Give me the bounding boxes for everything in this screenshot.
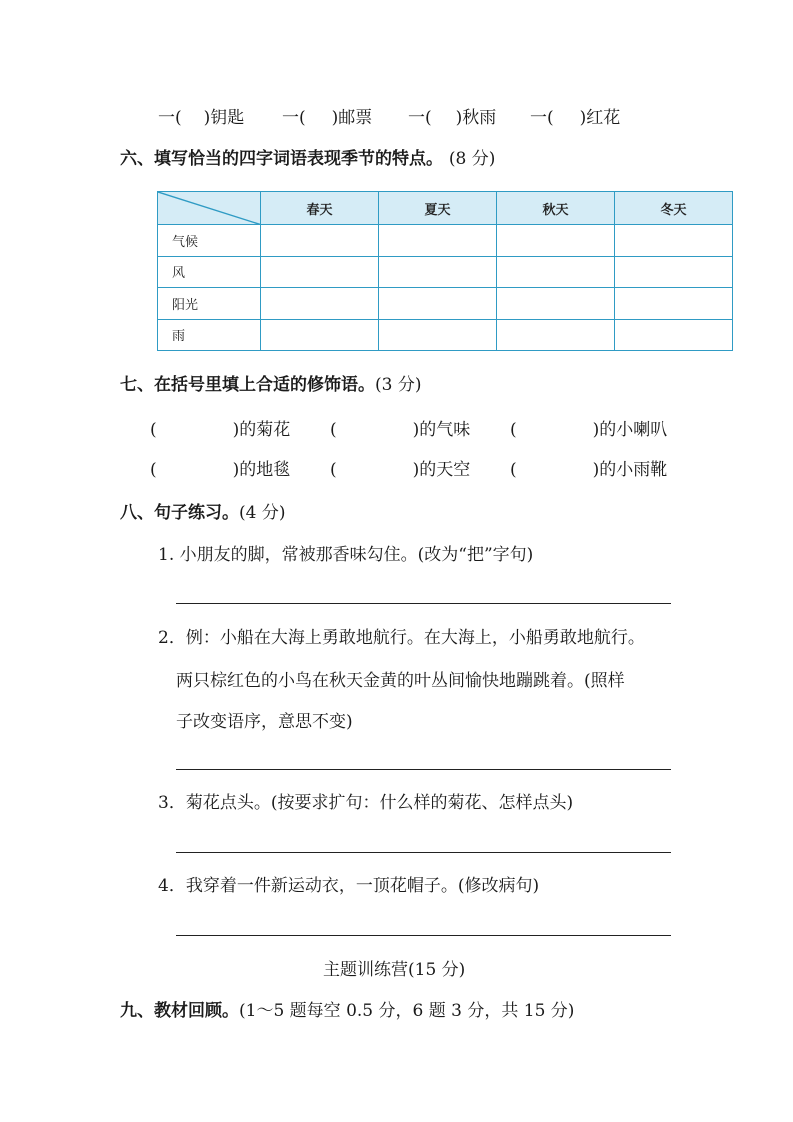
answer-cell[interactable]	[497, 319, 615, 350]
diagonal-line	[158, 192, 260, 224]
answer-cell[interactable]	[615, 319, 733, 350]
q5-tail-item-1: 一( )钥匙	[158, 108, 245, 128]
row-label-rain: 雨	[158, 319, 261, 350]
season-table	[157, 191, 733, 351]
answer-cell[interactable]	[497, 288, 615, 319]
q8-sentence-2-line-3: 子改变语序，意思不变)	[176, 712, 353, 732]
answer-cell[interactable]	[379, 288, 497, 319]
column-header-summer: 夏天	[379, 192, 497, 225]
q7-heading: 七、在括号里填上合适的修饰语。(3 分)	[120, 375, 422, 395]
q8-sentence-3: 3．菊花点头。(按要求扩句：什么样的菊花、怎样点头)	[158, 793, 574, 813]
answer-line-3[interactable]	[176, 852, 671, 853]
answer-cell[interactable]	[497, 256, 615, 287]
column-header-winter: 冬天	[615, 192, 733, 225]
q7-item-5: ( )的天空	[330, 460, 471, 480]
table-row	[158, 256, 733, 287]
q7-item-3: ( )的小喇叭	[510, 420, 668, 440]
q5-tail-item-3: 一( )秋雨	[408, 108, 497, 128]
column-header-spring: 春天	[261, 192, 379, 225]
row-label-sunshine: 阳光	[158, 288, 261, 319]
answer-line-2[interactable]	[176, 769, 671, 770]
q8-sentence-2-line-1: 2．例：小船在大海上勇敢地航行。在大海上，小船勇敢地航行。	[158, 628, 645, 648]
q5-tail-item-4: 一( )红花	[530, 108, 621, 128]
row-label-climate: 气候	[158, 225, 261, 256]
q6-heading: 六、填写恰当的四字词语表现季节的特点。 (8 分)	[120, 149, 496, 169]
answer-cell[interactable]	[261, 256, 379, 287]
table-row	[158, 225, 733, 256]
q7-item-6: ( )的小雨靴	[510, 460, 668, 480]
answer-cell[interactable]	[261, 225, 379, 256]
answer-cell[interactable]	[497, 225, 615, 256]
answer-line-4[interactable]	[176, 935, 671, 936]
answer-cell[interactable]	[379, 256, 497, 287]
answer-cell[interactable]	[261, 319, 379, 350]
answer-cell[interactable]	[379, 319, 497, 350]
q7-item-2: ( )的气味	[330, 420, 471, 440]
answer-cell[interactable]	[615, 288, 733, 319]
q5-tail-item-2: 一( )邮票	[282, 108, 373, 128]
table-row	[158, 319, 733, 350]
diagonal-header-cell	[158, 192, 261, 225]
answer-cell[interactable]	[379, 225, 497, 256]
table-header-row	[158, 192, 733, 225]
column-header-autumn: 秋天	[497, 192, 615, 225]
answer-cell[interactable]	[615, 256, 733, 287]
table-row	[158, 288, 733, 319]
answer-line-1[interactable]	[176, 603, 671, 604]
q7-item-1: ( )的菊花	[150, 420, 291, 440]
q8-heading: 八、句子练习。(4 分)	[120, 503, 286, 523]
section-title: 主题训练营(15 分)	[323, 960, 466, 980]
answer-cell[interactable]	[615, 225, 733, 256]
answer-cell[interactable]	[261, 288, 379, 319]
q7-item-4: ( )的地毯	[150, 460, 291, 480]
q8-sentence-2-line-2: 两只棕红色的小鸟在秋天金黄的叶丛间愉快地蹦跳着。(照样	[176, 671, 625, 691]
q8-sentence-4: 4．我穿着一件新运动衣，一顶花帽子。(修改病句)	[158, 876, 540, 896]
row-label-wind: 风	[158, 256, 261, 287]
q9-heading: 九、教材回顾。(1～5 题每空 0.5 分，6 题 3 分，共 15 分)	[120, 1001, 575, 1021]
q8-sentence-1: 1. 小朋友的脚，常被那香味勾住。(改为“把”字句)	[158, 545, 534, 565]
